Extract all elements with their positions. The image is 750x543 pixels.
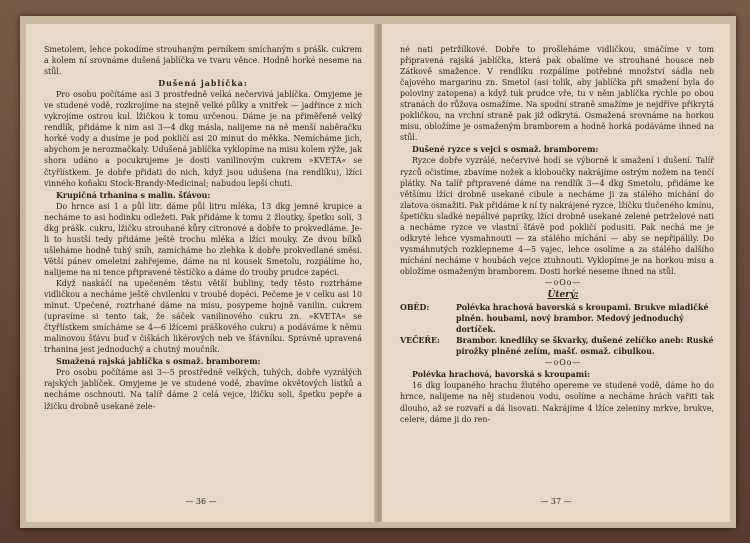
- body-paragraph: Smetolem, lehce pokodíme strouhaným perníkem smíchaným s prášk. cukrem a kolem ní srovnáme dušená jablíčka ve tvaru věnce. Hodně horké neseme na stůl.: [44, 45, 362, 77]
- menu-entry: [400, 302, 714, 335]
- menu-entry: [400, 335, 714, 357]
- day-heading: Úterý:: [547, 290, 579, 301]
- right-page-number: — 37 —: [540, 497, 572, 506]
- body-paragraph: Pro osobu počítáme asi 3—5 prostředně velkých, tuhých, dobře vyzrálých rajských jablíček. Omyjeme je ve studené vodě, zbavíme okvětových lístků a necháme oschnouti. Na talíř dáme 2 celá vejce, lžičku soli, špetku pepře a lžičku drobně usekané zele-: [44, 368, 362, 411]
- menu-label: OBĚD:: [400, 303, 430, 313]
- body-paragraph: Když naskáčí na upečeném těstu větší bubliny, tedy těsto roztrháme vidličkou a necháme ještě chvilenku v troubě dopéci. Pečeme je v celku asi 10 minut. Upečené, roztrhané dáme na misu, posypeme hojně vanilin. cukrem (upravíme si tento tak, že sáček vanilinového cukru zn. »KVETA« se čtyřlístkem smícháme se 4—6 lžícemi práškového cukru) a podáváme k němu malinovou šťávu buď v čiškách likérových neb ve šťávníku. Správně upravená trhanina jest jednoduchý a chutný moučník.: [44, 278, 362, 355]
- recipe-heading: Krupičná trhanina s malin. šťávou:: [56, 190, 211, 200]
- recipe-heading: Dušené ryzce s vejci s osmaž. bramborem:: [412, 145, 599, 155]
- body-paragraph: Do hrnce asi 1 a půl litr. dáme půl litru mléka, 13 dkg jemné krupice a necháme to asi hodinku odležeti. Pak přidáme k tomu 2 žloutky, špetku soli, 3 dkg prášk. cukru, lžičku strouhané kůry citronové a dobře to prokvedláme. Je-li to hustší tedy přidáme ještě trochu mléka a lžíci mouky. Ze dvou bílků ušleháme hodně tuhý sníh, zamícháme ho zlehka k dobře prokvedlané směsi. Větší pánev omeletní zahřejeme, dáme na ni kousek Smetolu, rozpálíme ho, nalijeme na ni tence připravené těstíčko a dáme do trouby prudce zapéci.: [44, 201, 362, 277]
- body-paragraph: 16 dkg loupaného hrachu žlutého opereme ve studené vodě, dáme ho do hrnce, nalijeme na něj studenou vodu, osolíme a necháme hrách vařiti tak dlouho, až se rozvaří a dá lisovati. Nakrájíme 4 lžíce zeleniny mrkve, brukve, celere, dáme ji do ren-: [400, 381, 714, 424]
- recipe-heading: Polévka hrachová, bavorská s kroupami:: [412, 370, 591, 380]
- open-book: [20, 16, 736, 528]
- menu-text: Brambor. knedlíky se škvarky, dušené zelíčko aneb: Ruské pirožky plněné zelím, mašť. osmaž. cibulkou.: [456, 336, 714, 357]
- body-paragraph: Pro osobu počítáme asi 3 prostředně velká nečervivá jablíčka. Omyjeme je ve studené vodě, rozkrojíme na stejně velké půlky a vnitřek — jadřince z nich vykrojíme ostrou kul. lžičkou k tomu určenou. Dáme je na přiměřeně velký rendlík, přidáme k nim asi 3—4 dkg másla, nalijeme na ně menší naběračku horké vody a dusíme je pod pokličí asi 20 minut do měkka. Nemícháme jich, abychom je nerozmačkaly. Udušená jablíčka vyklopíme na misu kolem rýže, jak shora udáno a pocukrujeme je dosti vanilinovým cukrem »KVETA« se čtyřlístkem. Je dobře přidati do nich, když jsou udušena (na rendlíku), lžíci vinného koňaku Stock-Brandy-Medicinal; nabudou lepší chuti.: [44, 90, 362, 188]
- right-page-text: [400, 44, 714, 425]
- right-page: [382, 24, 730, 522]
- section-heading: Dušená jablíčka:: [158, 79, 248, 89]
- left-page: [26, 24, 376, 522]
- left-page-number: — 36 —: [185, 497, 217, 506]
- body-paragraph: Ryzce dobře vyzrálé, nečervivé hodí se výborně k smažení i dušení. Talíř ryzců očistíme, zbavíme nožek a kloboučky nakrájíme ostrým nožem na tenčí plátky. Na talíř připravené dáme na rendlík 3—4 dkg Smetolu, přidáme ke většímu lžíci drobně usekané cibule a necháme ji za stálého míchání do zlatova osmažiti. Pak přidáme k ní ty nakrájené ryzce, lžičku tlučeného kmínu, špetičku sladké nepálivé papriky, lžíci drobně usekané zelené petrželové nati a necháme ryzce ve vlastní šťávě pod pokličí podusiti. Pak nechá me je odkryté lehce vysmahnouti — za stálého míchání — aby se nepřipálily. Do vysmáhnutých rozklepneme 4—5 vajec, lehce osolíme a za stálého dalšího míchání necháme v houbách vejce ztuhnouti. Vyklopíme je na horkou misu a obložíme osmaženým bramborem. Dosti horké neseme ihned na stůl.: [400, 156, 714, 276]
- recipe-heading: Smažená rajská jablíčka s osmaž. bramborem:: [56, 357, 261, 367]
- separator: —oOo—: [544, 277, 582, 287]
- separator: —oOo—: [544, 358, 582, 368]
- menu-label: VEČEŘE:: [400, 336, 440, 346]
- left-page-text: [44, 44, 362, 412]
- body-paragraph: né nati petržílkové. Dobře to prošleháme vidličkou, smáčíme v tom připravená rajská jablíčka, která pak obalíme ve strouhané housce neb Zátkově smažence. V rendlíku rozpálíme potřebné množství sádla neb čajového margarinu zn. Smetol (asi tolik, aby jablíčka při smažení byla do poloviny zatopena) a když tuk prudce vře, tu v něm jablíčka rychle po obou stranách do růžova osmažíme. Na spodní straně smažíme je nejdříve přikrytá pokličkou, na vrchní straně pak již odkrytá. Osmažená srovnáme na horkou misu, obložíme je osmaženým bramborem a hodně horká podáváme ihned na stůl.: [400, 45, 714, 143]
- menu-text: Polévka hrachová bavorská s kroupami. Brukve mladičké plněn. houbami, nový brambor. Medový jednoduchý dortíček.: [456, 303, 709, 335]
